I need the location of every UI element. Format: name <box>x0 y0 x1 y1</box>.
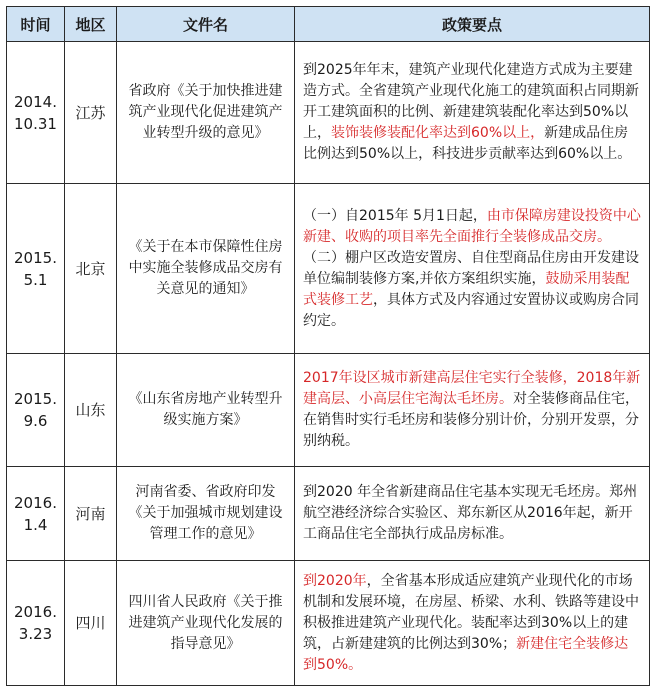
cell-policy-points <box>295 184 650 354</box>
time-line: 2016. <box>14 493 57 512</box>
cell-time <box>7 42 65 184</box>
cell-file-name: 河南省委、省政府印发《关于加强城市规划建设管理工作的意见》 <box>117 467 295 561</box>
policy-text: 新建成品住房比例达到50%以上，科技进步贡献率达到60%以上。 <box>303 125 632 162</box>
highlighted-text: 2017年设区城市新建高层住宅实行全装修，2018年新建高层、小高层住宅淘汰毛坯房。 <box>303 370 641 407</box>
time-line: 3.23 <box>18 625 53 643</box>
table-row <box>7 561 650 686</box>
header-time: 时间 <box>7 7 65 42</box>
cell-file-name: 四川省人民政府《关于推进建筑产业现代化发展的指导意见》 <box>117 561 295 686</box>
highlighted-text: 鼓励采用装配式装修工艺 <box>303 270 630 308</box>
cell-time <box>7 561 65 686</box>
policy-paragraph <box>303 206 641 248</box>
policy-paragraph <box>303 482 641 545</box>
highlighted-text: 新建住宅全装修达到50%。 <box>303 635 629 673</box>
time-line: 1.4 <box>23 515 48 534</box>
header-row <box>7 7 650 42</box>
policy-paragraph <box>303 60 641 165</box>
time-line: 10.31 <box>14 114 57 133</box>
policy-paragraph <box>303 571 641 676</box>
cell-region: 河南 <box>65 467 117 561</box>
policy-text: 对全装修商品住宅，在销售时实行毛坯房和装修分别计价，分别开发票，分别纳税。 <box>303 391 639 449</box>
policy-text: （二）棚户区改造安置房、自住型商品住房由开发建设单位编制装修方案,并依方案组织实施， <box>303 249 639 287</box>
highlighted-text: 到2020年 <box>303 572 367 589</box>
table-row <box>7 42 650 184</box>
cell-region: 山东 <box>65 354 117 467</box>
policy-text: （一）自2015年 5月1日起， <box>303 207 487 224</box>
cell-time <box>7 184 65 354</box>
policy-text: ，具体方式及内容通过安置协议或购房合同约定。 <box>303 291 639 329</box>
table-row <box>7 184 650 354</box>
table-row <box>7 354 650 467</box>
cell-policy-points <box>295 467 650 561</box>
header-file: 文件名 <box>117 7 295 42</box>
highlighted-text: 由市保障房建设投资中心新建、收购的项目率先全面推行全装修成品交房。 <box>303 207 641 245</box>
cell-policy-points <box>295 42 650 184</box>
cell-policy-points <box>295 561 650 686</box>
cell-file-name: 《关于在本市保障性住房中实施全装修成品交房有关意见的通知》 <box>117 184 295 354</box>
cell-region: 江苏 <box>65 42 117 184</box>
policy-text: ，全省基本形成适应建筑产业现代化的市场机制和发展环境，在房屋、桥梁、水利、铁路等建设中积极推进建筑产业现代化。装配率达到30%以上的建筑，占新建建筑的比例达到30%； <box>303 572 639 652</box>
header-region: 地区 <box>65 7 117 42</box>
header-points: 政策要点 <box>295 7 650 42</box>
cell-policy-points <box>295 354 650 467</box>
cell-time <box>7 354 65 467</box>
time-line: 5.1 <box>23 270 48 289</box>
cell-time <box>7 467 65 561</box>
time-line: 2015. <box>14 390 57 408</box>
highlighted-text: 装饰装修装配化率达到60%以上， <box>331 125 545 141</box>
cell-region: 北京 <box>65 184 117 354</box>
time-line: 9.6 <box>23 412 48 430</box>
policy-table <box>6 6 650 686</box>
time-line: 2016. <box>14 603 57 621</box>
time-line: 2014. <box>14 92 57 111</box>
policy-text: 到2025年年末，建筑产业现代化建造方式成为主要建造方式。全省建筑产业现代化施工的建筑面积占同期新开工建筑面积的比例、新建建筑装配化率达到50%以上， <box>303 62 639 141</box>
policy-paragraph <box>303 368 641 452</box>
cell-file-name: 《山东省房地产业转型升级实施方案》 <box>117 354 295 467</box>
cell-region: 四川 <box>65 561 117 686</box>
time-line: 2015. <box>14 248 57 267</box>
table-row <box>7 467 650 561</box>
policy-text: 到2020 年全省新建商品住宅基本实现无毛坯房。郑州航空港经济综合实验区、郑东新区从2016年起，新开工商品住宅全部执行成品房标准。 <box>303 484 638 542</box>
policy-paragraph <box>303 248 641 332</box>
cell-file-name: 省政府《关于加快推进建筑产业现代化促进建筑产业转型升级的意见》 <box>117 42 295 184</box>
